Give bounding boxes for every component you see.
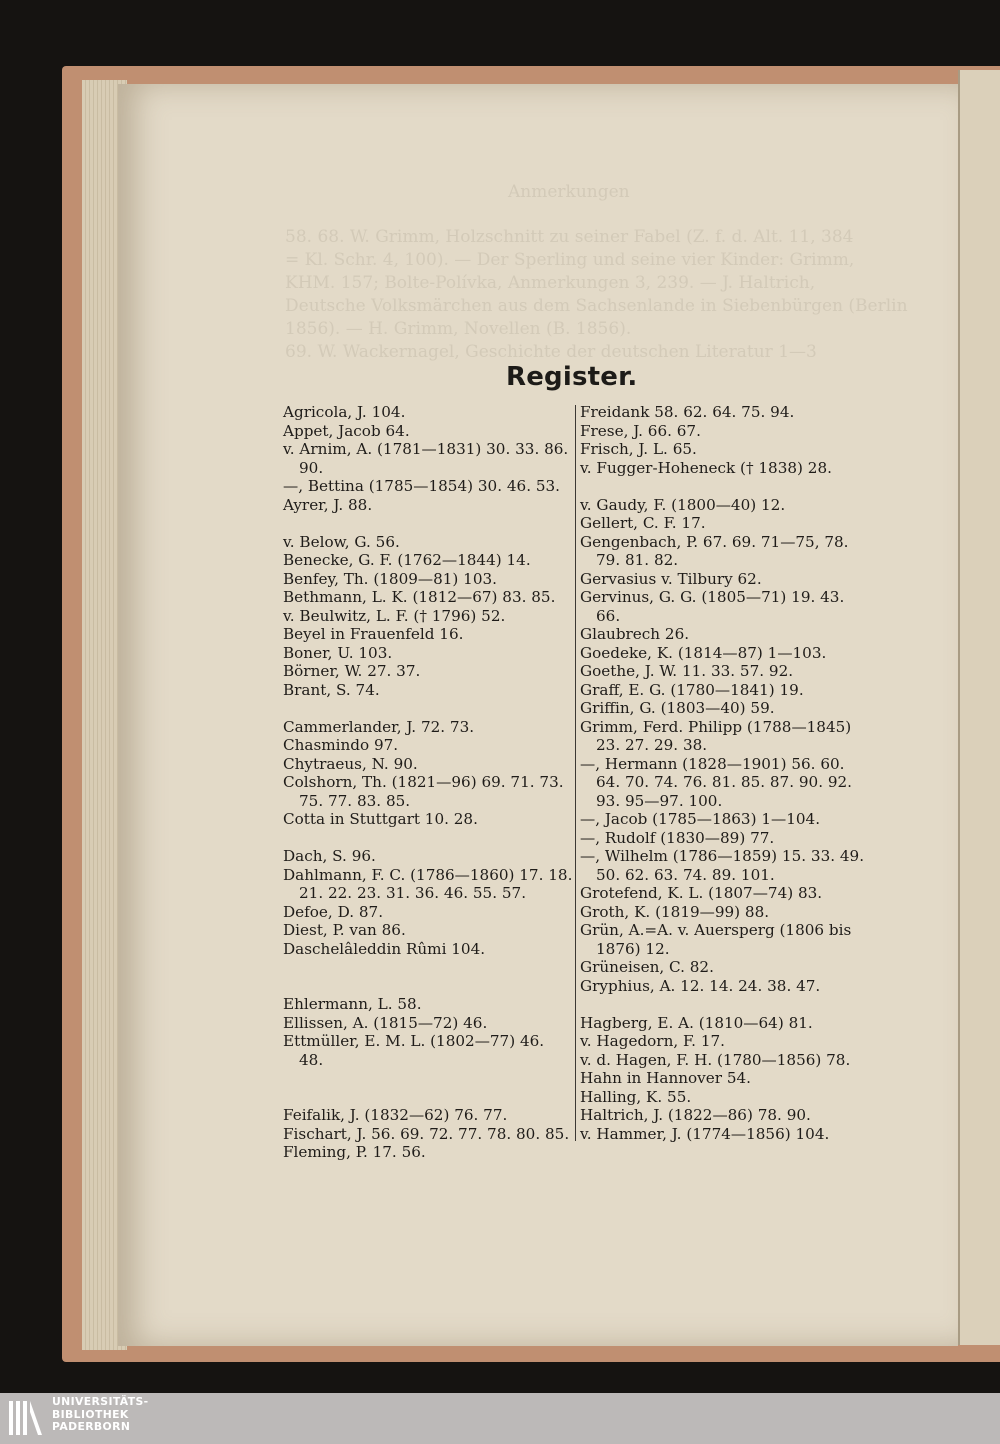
- index-entry: Benfey, Th. (1809—81) 103.: [283, 569, 497, 588]
- show-through-line: 1856). — H. Grimm, Novellen (B. 1856).: [285, 319, 632, 339]
- index-entry: Goedeke, K. (1814—87) 1—103.: [580, 643, 827, 662]
- index-entry: Ellissen, A. (1815—72) 46.: [283, 1013, 488, 1032]
- index-entry: Chasmindo 97.: [283, 736, 399, 754]
- index-entry: Graff, E. G. (1780—1841) 19.: [580, 680, 804, 699]
- show-through-line: 58. 68. W. Grimm, Holzschnitt zu seiner Fabel (Z. f. d. Alt. 11, 384: [285, 227, 854, 247]
- index-entry: Gryphius, A. 12. 14. 24. 38. 47.: [580, 976, 821, 995]
- library-logo-icon: [8, 1399, 44, 1437]
- index-letter-gap: [283, 514, 573, 533]
- index-entry: Defoe, D. 87.: [283, 902, 384, 921]
- index-entry: Gengenbach, P. 67. 69. 71—75, 78. 79. 81. 82.: [580, 532, 849, 569]
- index-entry: Dahlmann, F. C. (1786—1860) 17. 18. 21. 22. 23. 31. 36. 46. 55. 57.: [283, 865, 573, 902]
- index-entry: Diest, P. van 86.: [283, 921, 406, 939]
- index-entry: —, Wilhelm (1786—1859) 15. 33. 49. 50. 62. 63. 74. 89. 101.: [580, 847, 865, 884]
- library-footer: [0, 1393, 1000, 1444]
- index-entry: Griffin, G. (1803—40) 59.: [580, 699, 775, 717]
- index-letter-gap: [580, 477, 865, 496]
- index-entry: Colshorn, Th. (1821—96) 69. 71. 73. 75. 77. 83. 85.: [283, 773, 564, 810]
- index-entry: Hagberg, E. A. (1810—64) 81.: [580, 1013, 813, 1032]
- library-name: [52, 1396, 149, 1434]
- index-entry: Dach, S. 96.: [283, 847, 376, 865]
- index-letter-gap: [283, 699, 573, 718]
- index-entry: Grün, A.=A. v. Auersperg (1806 bis 1876) 12.: [580, 921, 852, 958]
- show-through-line: KHM. 157; Bolte-Polívka, Anmerkungen 3, 239. — J. Haltrich,: [285, 273, 816, 293]
- index-entry: Daschelâleddin Rûmi 104.: [283, 939, 486, 958]
- index-letter-gap: [580, 995, 865, 1014]
- index-entry: v. Gaudy, F. (1800—40) 12.: [580, 495, 786, 514]
- index-entry: v. Fugger-Hoheneck († 1838) 28.: [580, 458, 832, 477]
- index-entry: Ehlermann, L. 58.: [283, 995, 422, 1013]
- library-name-line: BIBLIOTHEK: [52, 1407, 129, 1421]
- index-entry: Benecke, G. F. (1762—1844) 14.: [283, 551, 531, 569]
- facing-page-edge: [958, 70, 1000, 1345]
- index-entry: Gervinus, G. G. (1805—71) 19. 43. 66.: [580, 588, 845, 625]
- index-entry: v. Arnim, A. (1781—1831) 30. 33. 86. 90.: [283, 440, 569, 477]
- index-entry: Feifalik, J. (1832—62) 76. 77.: [283, 1106, 508, 1124]
- show-through-header: Anmerkungen: [508, 182, 630, 202]
- index-entry: —, Jacob (1785—1863) 1—104.: [580, 810, 821, 828]
- index-entry: Cammerlander, J. 72. 73.: [283, 717, 475, 736]
- index-entry: Gellert, C. F. 17.: [580, 514, 706, 532]
- index-letter-gap: [283, 977, 573, 996]
- index-entry: v. Hagedorn, F. 17.: [580, 1032, 725, 1050]
- index-entry: Beyel in Frauenfeld 16.: [283, 625, 464, 643]
- index-entry: Grimm, Ferd. Philipp (1788—1845) 23. 27. 29. 38.: [580, 717, 852, 754]
- index-entry: Frese, J. 66. 67.: [580, 421, 701, 440]
- index-entry: Agricola, J. 104.: [283, 403, 406, 421]
- index-letter-gap: [283, 1088, 573, 1107]
- page-title: Register.: [506, 362, 638, 392]
- index-entry: Grüneisen, C. 82.: [580, 958, 714, 976]
- index-column-right: [580, 403, 865, 1143]
- index-entry: —, Rudolf (1830—89) 77.: [580, 828, 775, 847]
- index-entry: v. Hammer, J. (1774—1856) 104.: [580, 1124, 830, 1143]
- index-entry: Frisch, J. L. 65.: [580, 440, 697, 458]
- index-entry: Ayrer, J. 88.: [283, 495, 373, 514]
- index-letter-gap: [283, 1069, 573, 1088]
- index-entry: Glaubrech 26.: [580, 625, 690, 643]
- show-through-line: 69. W. Wackernagel, Geschichte der deutschen Literatur 1—3: [285, 342, 817, 362]
- index-entry: v. Below, G. 56.: [283, 532, 400, 551]
- index-entry: Boner, U. 103.: [283, 643, 393, 662]
- index-entry: Chytraeus, N. 90.: [283, 754, 418, 773]
- index-entry: Freidank 58. 62. 64. 75. 94.: [580, 403, 795, 421]
- index-entry: —, Hermann (1828—1901) 56. 60. 64. 70. 74. 76. 81. 85. 87. 90. 92. 93. 95—97. 100.: [580, 754, 852, 810]
- index-entry: Halling, K. 55.: [580, 1087, 692, 1106]
- library-name-line: UNIVERSITÄTS-: [52, 1395, 149, 1408]
- index-column-left: [283, 403, 573, 1162]
- index-entry: Gervasius v. Tilbury 62.: [580, 569, 762, 588]
- index-entry: v. d. Hagen, F. H. (1780—1856) 78.: [580, 1050, 851, 1069]
- index-entry: Brant, S. 74.: [283, 680, 380, 699]
- show-through-line: = Kl. Schr. 4, 100). — Der Sperling und seine vier Kinder: Grimm,: [285, 250, 855, 270]
- index-entry: Fleming, P. 17. 56.: [283, 1143, 426, 1161]
- index-entry: Ettmüller, E. M. L. (1802—77) 46. 48.: [283, 1032, 545, 1069]
- index-entry: Fischart, J. 56. 69. 72. 77. 78. 80. 85.: [283, 1124, 570, 1143]
- index-entry: Börner, W. 27. 37.: [283, 662, 421, 680]
- index-letter-gap: [283, 958, 573, 977]
- index-entry: Goethe, J. W. 11. 33. 57. 92.: [580, 662, 794, 680]
- index-entry: Appet, Jacob 64.: [283, 421, 410, 440]
- index-entry: v. Beulwitz, L. F. († 1796) 52.: [283, 606, 506, 625]
- index-entry: Haltrich, J. (1822—86) 78. 90.: [580, 1106, 811, 1124]
- index-entry: Groth, K. (1819—99) 88.: [580, 902, 770, 921]
- show-through-line: Deutsche Volksmärchen aus dem Sachsenlande in Siebenbürgen (Berlin: [285, 296, 908, 316]
- index-entry: Hahn in Hannover 54.: [580, 1069, 751, 1087]
- index-entry: Bethmann, L. K. (1812—67) 83. 85.: [283, 588, 556, 606]
- index-entry: Cotta in Stuttgart 10. 28.: [283, 810, 478, 828]
- library-name-line: PADERBORN: [52, 1420, 131, 1433]
- index-entry: Grotefend, K. L. (1807—74) 83.: [580, 884, 823, 902]
- column-divider: [575, 405, 576, 1141]
- index-letter-gap: [283, 829, 573, 848]
- index-entry: —, Bettina (1785—1854) 30. 46. 53.: [283, 477, 561, 495]
